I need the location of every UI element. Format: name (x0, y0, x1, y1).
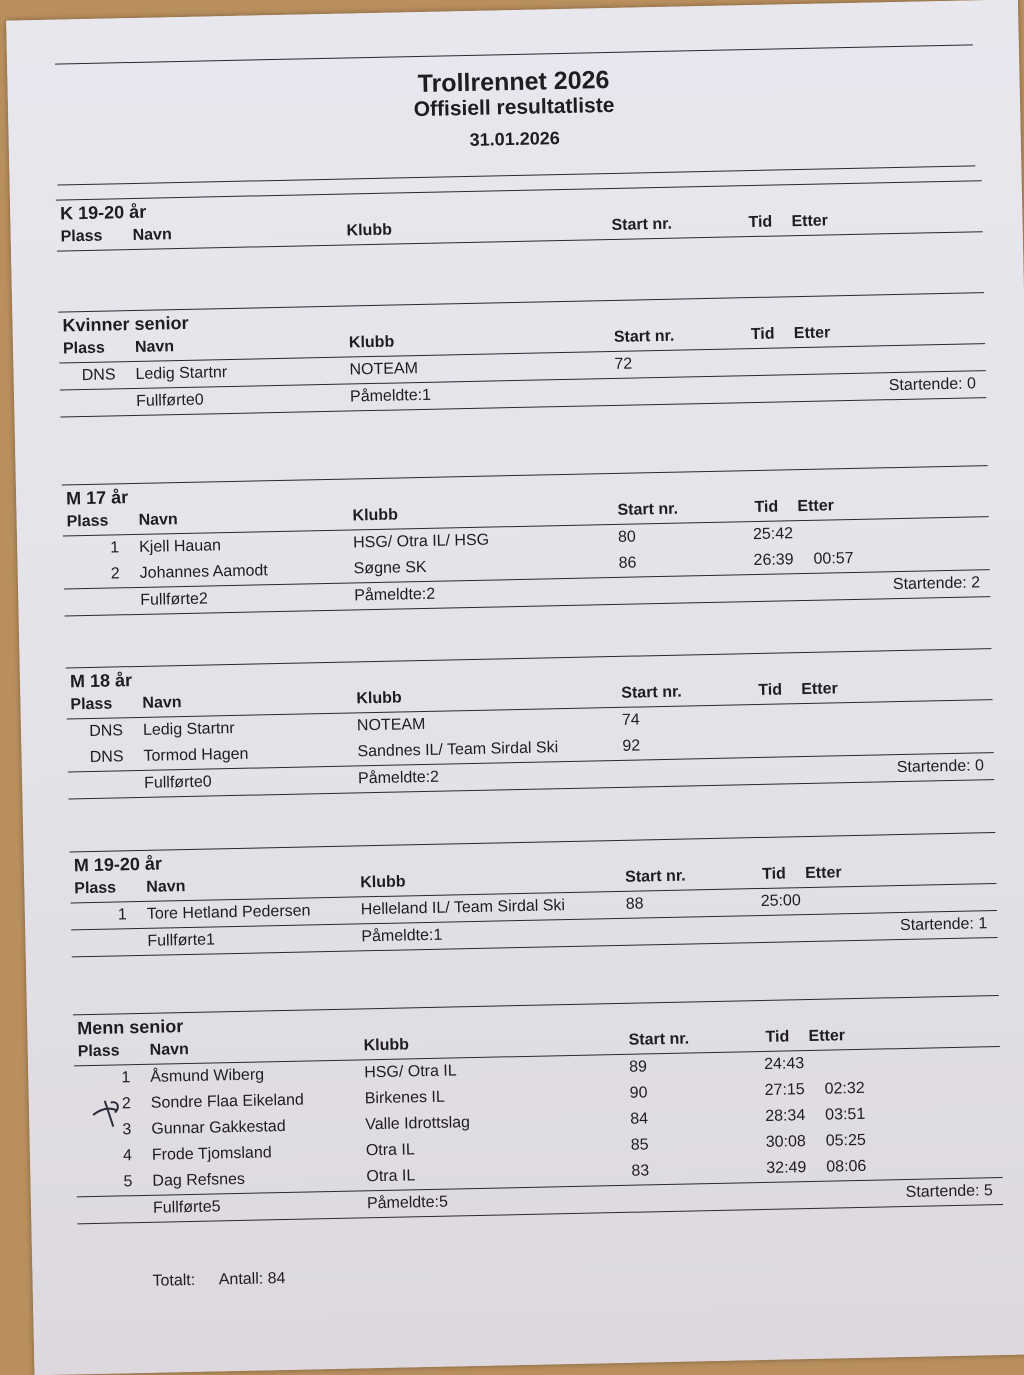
cell-tid: 27:15 (764, 1081, 805, 1099)
cell-navn: Johannes Aamodt (139, 562, 268, 582)
column-header-tid: Tid (758, 681, 783, 699)
cell-etter: 05:25 (825, 1131, 866, 1150)
cell-klubb: Birkenes IL (364, 1088, 445, 1108)
cell-klubb: Otra IL (366, 1167, 416, 1186)
result-sheet (6, 0, 1024, 1375)
cell-navn: Dag Refsnes (152, 1170, 246, 1190)
cell-start: 90 (629, 1084, 648, 1102)
cell-navn: Ledig Startnr (135, 364, 228, 383)
cell-navn: Gunnar Gakkestad (151, 1117, 286, 1138)
section-title: K 19-20 år (59, 201, 147, 224)
column-header-klubb: Klubb (346, 221, 393, 240)
cell-etter: 02:32 (824, 1079, 865, 1098)
cell-tid: 32:49 (766, 1159, 807, 1177)
cell-plass: 3 (122, 1121, 132, 1139)
cell-etter: 00:57 (813, 549, 854, 568)
cell-navn: Frode Tjomsland (151, 1144, 272, 1164)
column-header-start: Start nr. (613, 327, 675, 346)
totals-label: Totalt: (152, 1271, 196, 1290)
document-subtitle: Offisiell resultatliste (413, 93, 615, 122)
section (62, 465, 991, 616)
column-header-plass: Plass (74, 879, 117, 898)
footer-startende: Startende: 2 (892, 574, 981, 594)
column-header-start: Start nr. (617, 500, 679, 519)
section-title: M 18 år (69, 670, 133, 692)
cell-klubb: Otra IL (365, 1141, 415, 1160)
column-header-etter: Etter (801, 680, 838, 699)
footer-startende: Startende: 1 (899, 915, 988, 935)
footer-pameldte: Påmeldte:5 (366, 1193, 449, 1213)
footer-fullforte: Fullførte2 (140, 590, 209, 609)
cell-navn: Åsmund Wiberg (150, 1066, 265, 1086)
column-header-etter: Etter (797, 497, 835, 516)
cell-plass: 4 (122, 1147, 133, 1165)
footer-pameldte: Påmeldte:2 (357, 768, 440, 788)
cell-plass: 1 (121, 1069, 131, 1087)
cell-klubb: Sandnes IL/ Team Sirdal Ski (357, 739, 559, 761)
cell-start: 72 (614, 355, 633, 373)
column-header-plass: Plass (66, 512, 109, 531)
column-header-klubb: Klubb (348, 333, 395, 352)
cell-start: 92 (622, 737, 641, 755)
cell-tid: 30:08 (765, 1133, 806, 1151)
column-header-tid: Tid (754, 498, 779, 517)
pen-mark-icon (86, 1086, 131, 1131)
cell-tid: 24:43 (763, 1055, 805, 1073)
column-header-etter: Etter (808, 1027, 846, 1046)
totals (152, 1270, 305, 1291)
footer-fullforte: Fullførte0 (135, 391, 204, 410)
column-header-plass: Plass (70, 695, 113, 714)
cell-plass: 5 (123, 1173, 133, 1191)
column-header-etter: Etter (804, 864, 842, 883)
column-header-klubb: Klubb (363, 1036, 410, 1055)
column-header-navn: Navn (149, 1040, 190, 1059)
column-header-klubb: Klubb (352, 506, 399, 525)
cell-start: 84 (630, 1110, 649, 1128)
cell-tid: 26:39 (753, 551, 794, 570)
section (73, 995, 1003, 1224)
column-header-tid: Tid (748, 213, 773, 232)
footer-startende: Startende: 5 (905, 1182, 994, 1202)
column-header-klubb: Klubb (360, 873, 406, 892)
section-title: M 19-20 år (73, 853, 163, 876)
cell-plass: 2 (110, 565, 120, 583)
cell-klubb: Helleland IL/ Team Sirdal Ski (360, 897, 566, 919)
column-header-navn: Navn (138, 511, 178, 529)
footer-startende: Startende: 0 (896, 757, 985, 777)
cell-plass: 1 (117, 906, 128, 924)
cell-start: 83 (631, 1162, 650, 1180)
cell-klubb: HSG/ Otra IL/ HSG (352, 531, 490, 552)
column-header-klubb: Klubb (356, 689, 402, 708)
section-title: M 17 år (65, 487, 129, 509)
column-header-navn: Navn (132, 226, 172, 244)
column-header-start: Start nr. (628, 1030, 690, 1049)
footer-startende: Startende: 0 (888, 375, 977, 395)
cell-start: 80 (617, 528, 637, 546)
cell-klubb: Valle Idrottslag (365, 1114, 471, 1134)
column-header-start: Start nr. (625, 867, 686, 886)
footer-pameldte: Påmeldte:1 (349, 386, 432, 406)
cell-navn: Kjell Hauan (138, 537, 222, 556)
cell-plass: DNS (89, 748, 124, 767)
cell-navn: Sondre Flaa Eikeland (150, 1091, 304, 1112)
cell-navn: Ledig Startnr (142, 719, 235, 739)
column-header-navn: Navn (134, 338, 175, 356)
cell-etter: 03:51 (825, 1105, 866, 1124)
cell-tid: 25:00 (760, 892, 801, 910)
column-header-tid: Tid (765, 1028, 790, 1046)
column-header-navn: Navn (142, 694, 182, 712)
cell-start: 89 (628, 1058, 648, 1076)
column-header-tid: Tid (750, 325, 775, 344)
footer-pameldte: Påmeldte:1 (361, 926, 443, 946)
column-header-etter: Etter (791, 212, 829, 231)
cell-plass: DNS (81, 366, 116, 385)
cell-klubb: Søgne SK (353, 558, 427, 578)
cell-tid: 25:42 (752, 525, 794, 544)
section-title: Kvinner senior (62, 312, 189, 336)
cell-klubb: HSG/ Otra IL (364, 1062, 457, 1082)
cell-navn: Tore Hetland Pedersen (146, 902, 311, 923)
footer-fullforte: Fullførte5 (152, 1198, 221, 1217)
cell-start: 86 (618, 554, 637, 572)
column-header-tid: Tid (761, 865, 787, 883)
column-header-start: Start nr. (611, 215, 673, 234)
cell-plass: DNS (89, 722, 124, 741)
cell-navn: Tormod Hagen (143, 745, 249, 765)
column-header-plass: Plass (60, 227, 103, 246)
cell-start: 85 (630, 1136, 649, 1154)
column-header-etter: Etter (793, 324, 831, 343)
totals-value: Antall: 84 (218, 1270, 286, 1289)
cell-tid: 28:34 (765, 1107, 806, 1125)
cell-plass: 2 (121, 1095, 131, 1113)
section (70, 832, 998, 957)
cell-klubb: NOTEAM (356, 715, 426, 735)
cell-start: 74 (621, 711, 640, 729)
cell-etter: 08:06 (826, 1157, 867, 1176)
cell-plass: 1 (110, 539, 120, 557)
column-header-start: Start nr. (621, 683, 682, 702)
column-header-navn: Navn (146, 878, 186, 896)
cell-klubb: NOTEAM (349, 360, 419, 379)
footer-pameldte: Påmeldte:2 (354, 585, 436, 605)
cell-start: 88 (625, 895, 644, 913)
footer-fullforte: Fullførte0 (143, 773, 212, 792)
section (66, 648, 995, 799)
footer-fullforte: Fullførte1 (147, 931, 216, 950)
document-header (7, 57, 1020, 160)
section (58, 292, 986, 417)
column-header-plass: Plass (77, 1042, 120, 1061)
column-header-plass: Plass (62, 339, 105, 358)
section (56, 180, 983, 251)
document-date: 31.01.2026 (469, 128, 560, 150)
section-title: Menn senior (77, 1016, 184, 1039)
document-title: Trollrennet 2026 (417, 65, 610, 98)
